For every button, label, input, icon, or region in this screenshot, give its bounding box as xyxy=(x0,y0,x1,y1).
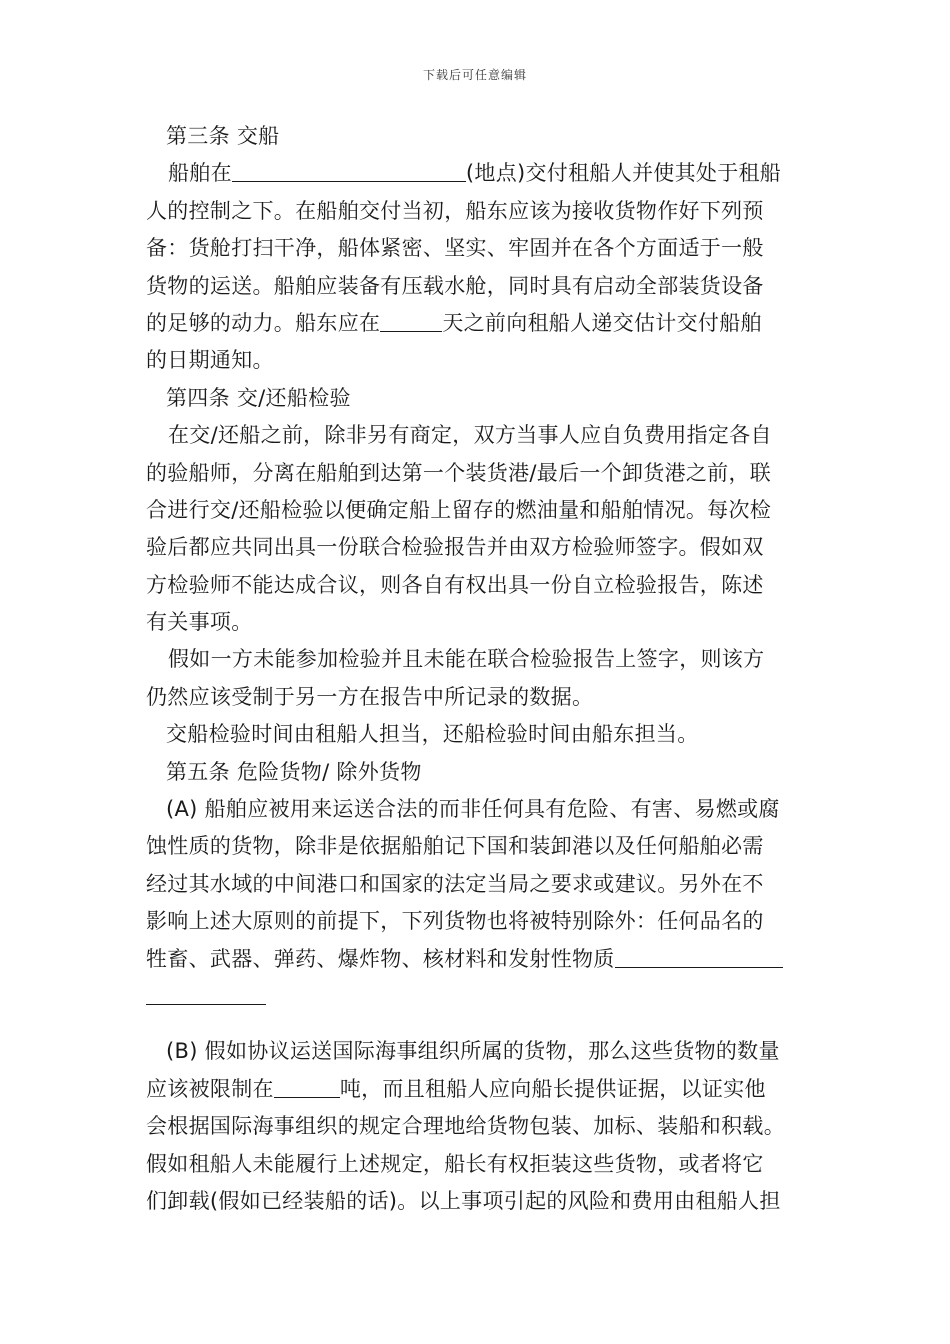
paragraph-gap xyxy=(146,1015,810,1033)
excluded-cargo-blank-continued xyxy=(146,982,266,1005)
article-4-p1-line-3: 合进行交/还船检验以便确定船上留存的燃油量和船舶情况。每次检 xyxy=(146,497,772,522)
document-body xyxy=(146,118,810,1220)
article-3-title: 第三条 交船 xyxy=(166,124,280,148)
article-5-a-text: 牲畜、武器、弹药、爆炸物、核材料和发射性物质 xyxy=(146,946,615,971)
article-3-text: 天之前向租船人递交估计交付船舶 xyxy=(442,310,762,335)
article-4-p1-line-6: 有关事项。 xyxy=(146,610,253,635)
article-5-b-line-4: 假如租船人未能履行上述规定，船长有权拒装这些货物，或者将它 xyxy=(146,1151,764,1176)
article-4-title: 第四条 交/还船检验 xyxy=(166,385,351,410)
article-5-b-line-2 xyxy=(146,1071,810,1108)
tonnage-blank xyxy=(274,1075,340,1098)
article-3-line-4: 货物的运送。船舶应装备有压载水舱，同时具有启动全部装货设备 xyxy=(146,273,764,298)
article-5-a-line-3: 经过其水域的中间港口和国家的法定当局之要求或建议。另外在不 xyxy=(146,871,764,896)
article-5-b-line-1: (B) 假如协议运送国际海事组织所属的货物，那么这些货物的数量 xyxy=(166,1039,780,1064)
days-blank xyxy=(380,309,442,332)
article-4-p1-line-5: 方检验师不能达成合议，则各自有权出具一份自立检验报告，陈述 xyxy=(146,572,764,597)
article-4-p3: 交船检验时间由租船人担当，还船检验时间由船东担当。 xyxy=(166,722,699,747)
article-4-p2-line-2: 仍然应该受制于另一方在报告中所记录的数据。 xyxy=(146,684,594,709)
article-3-text: 的足够的动力。船东应在 xyxy=(146,310,381,335)
article-3-line-5 xyxy=(146,305,810,342)
article-5-b-text: 应该被限制在 xyxy=(146,1076,274,1101)
article-3-line-3: 备：货舱打扫干净，船体紧密、坚实、牢固并在各个方面适于一般 xyxy=(146,236,764,261)
article-5-a-line-2: 蚀性质的货物，除非是依据船舶记下国和装卸港以及任何船舶必需 xyxy=(146,834,764,859)
article-3-text: (地点)交付租船人并使其处于租船 xyxy=(465,161,782,186)
article-3-line-1 xyxy=(146,155,810,192)
article-4-p1-line-2: 的验船师，分离在船舶到达第一个装货港/最后一个卸货港之前，联 xyxy=(146,460,772,485)
article-5-b-line-3: 会根据国际海事组织的规定合理地给货物包装、加标、装船和积载。 xyxy=(146,1114,785,1139)
article-3-line-6: 的日期通知。 xyxy=(146,348,274,373)
article-5-a-line-6 xyxy=(146,978,810,1015)
page-header: 下载后可任意编辑 xyxy=(422,68,527,82)
excluded-cargo-blank xyxy=(615,945,783,968)
article-4-p2-line-1: 假如一方未能参加检验并且未能在联合检验报告上签字，则该方 xyxy=(168,647,765,672)
article-5-a-line-1: (A) 船舶应被用来运送合法的而非任何具有危险、有害、易燃或腐 xyxy=(166,797,780,822)
article-4-p1-line-1: 在交/还船之前，除非另有商定，双方当事人应自负费用指定各自 xyxy=(168,423,772,448)
article-5-a-line-5 xyxy=(146,941,810,978)
article-5-title: 第五条 危险货物/ 除外货物 xyxy=(166,759,422,784)
article-4-p1-line-4: 验后都应共同出具一份联合检验报告并由双方检验师签字。假如双 xyxy=(146,535,764,560)
location-blank xyxy=(232,159,466,182)
article-5-b-text: 吨，而且租船人应向船长提供证据，以证实他 xyxy=(339,1076,766,1101)
article-3-text: 船舶在 xyxy=(168,161,232,186)
article-5-a-line-4: 影响上述大原则的前提下，下列货物也将被特别除外：任何品名的 xyxy=(146,909,764,934)
article-3-line-2: 人的控制之下。在船舶交付当初，船东应该为接收货物作好下列预 xyxy=(146,198,764,223)
article-5-b-line-5: 们卸载(假如已经装船的话)。以上事项引起的风险和费用由租船人担 xyxy=(146,1188,781,1213)
